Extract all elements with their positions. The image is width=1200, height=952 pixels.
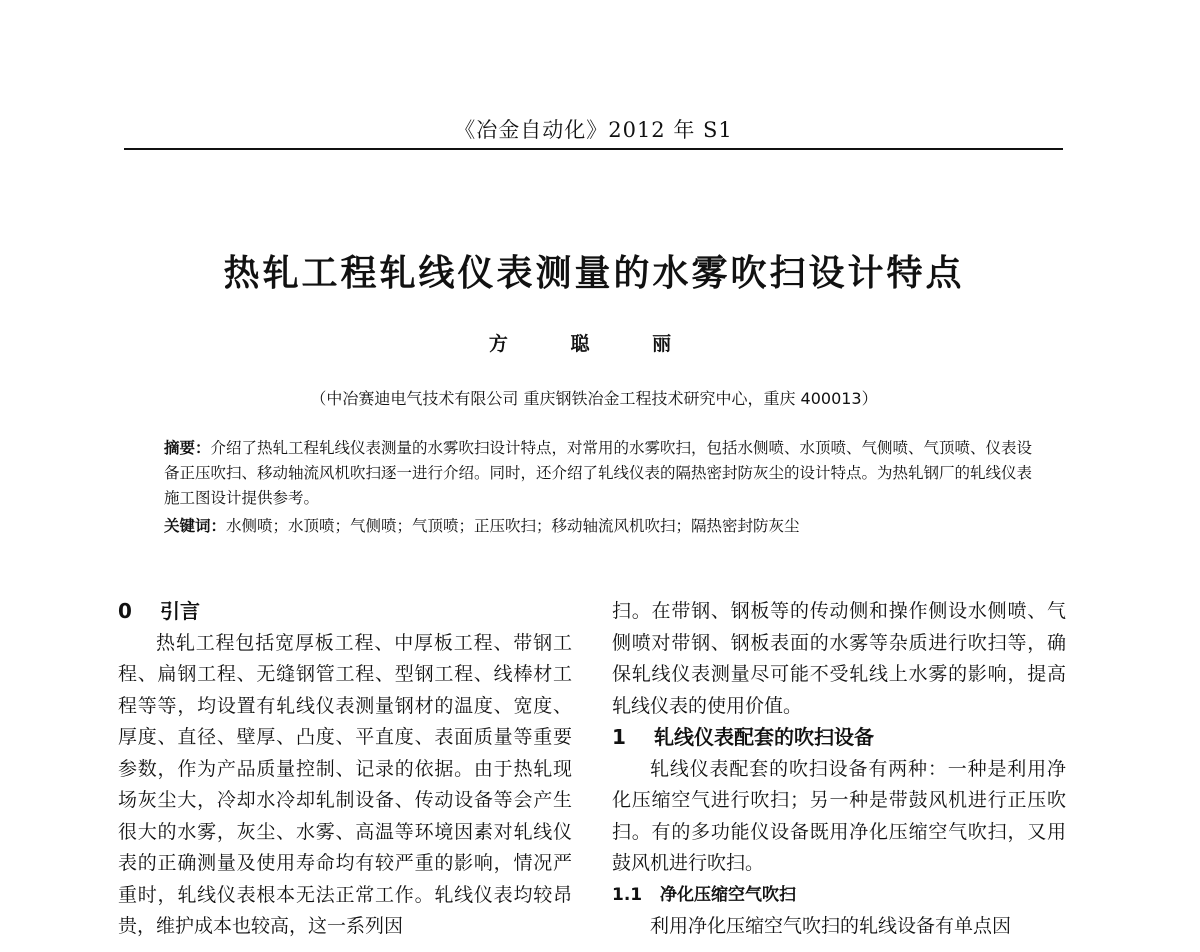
subsection-number: 1.1 bbox=[612, 884, 643, 905]
abstract-label: 摘要： bbox=[164, 439, 211, 457]
article-title: 热轧工程轧线仪表测量的水雾吹扫设计特点 bbox=[223, 253, 965, 294]
section-number: 1 bbox=[612, 725, 626, 749]
intro-paragraph-continued: 扫。在带钢、钢板等的传动侧和操作侧设水侧喷、气侧喷对带钢、钢板表面的水雾等杂质进行吹扫等，确保轧线仪表测量尽可能不受轧线上水雾的影响，提高轧线仪表的使用价值。 bbox=[612, 600, 1066, 717]
subsection-heading-1-1 bbox=[612, 880, 1066, 912]
section-1-paragraph: 轧线仪表配套的吹扫设备有两种：一种是利用净化压缩空气进行吹扫；另一种是带鼓风机进行正压吹扫。有的多功能仪设备既用净化压缩空气吹扫，又用鼓风机进行吹扫。 bbox=[612, 757, 1066, 874]
journal-header: 《冶金自动化》2012 年 S1 bbox=[454, 118, 733, 142]
section-title: 轧线仪表配套的吹扫设备 bbox=[654, 725, 874, 749]
article-author: 方 聪 丽 bbox=[488, 333, 700, 355]
keywords-text: 水侧喷；水顶喷；气侧喷；气顶喷；正压吹扫；移动轴流风机吹扫；隔热密封防灰尘 bbox=[226, 517, 800, 535]
keywords bbox=[164, 514, 1044, 539]
keywords-label: 关键词： bbox=[164, 517, 227, 535]
section-number: 0 bbox=[118, 599, 132, 623]
left-column bbox=[118, 596, 572, 943]
right-column bbox=[612, 596, 1066, 943]
abstract-block bbox=[164, 436, 1044, 539]
subsection-title: 净化压缩空气吹扫 bbox=[660, 884, 796, 905]
section-heading-1 bbox=[612, 722, 1066, 754]
section-title: 引言 bbox=[160, 599, 200, 623]
abstract-text: 介绍了热轧工程轧线仪表测量的水雾吹扫设计特点，对常用的水雾吹扫，包括水侧喷、水顶喷、气侧喷、气顶喷、仪表设备正压吹扫、移动轴流风机吹扫逐一进行介绍。同时，还介绍了轧线仪表的隔热密封防灰尘的设计特点。为热轧钢厂的轧线仪表施工图设计提供参考。 bbox=[164, 439, 1033, 507]
subsection-1-1-paragraph: 利用净化压缩空气吹扫的轧线设备有单点因 bbox=[650, 915, 1012, 937]
author-affiliation: （中冶赛迪电气技术有限公司 重庆钢铁冶金工程技术研究中心，重庆 400013） bbox=[310, 389, 878, 408]
header-divider bbox=[124, 148, 1063, 150]
intro-paragraph: 热轧工程包括宽厚板工程、中厚板工程、带钢工程、扁钢工程、无缝钢管工程、型钢工程、线棒材工程等等，均设置有轧线仪表测量钢材的温度、宽度、厚度、直径、壁厚、凸度、平直度、表面质量等重要参数，作为产品质量控制、记录的依据。由于热轧现场灰尘大，冷却水冷却轧制设备、传动设备等会产生很大的水雾，灰尘、水雾、高温等环境因素对轧线仪表的正确测量及使用寿命均有较严重的影响，情况严重时，轧线仪表根本无法正常工作。轧线仪表均较昂贵，维护成本也较高，这一系列因 bbox=[118, 631, 572, 937]
abstract bbox=[164, 436, 1044, 511]
section-heading-0 bbox=[118, 596, 572, 628]
